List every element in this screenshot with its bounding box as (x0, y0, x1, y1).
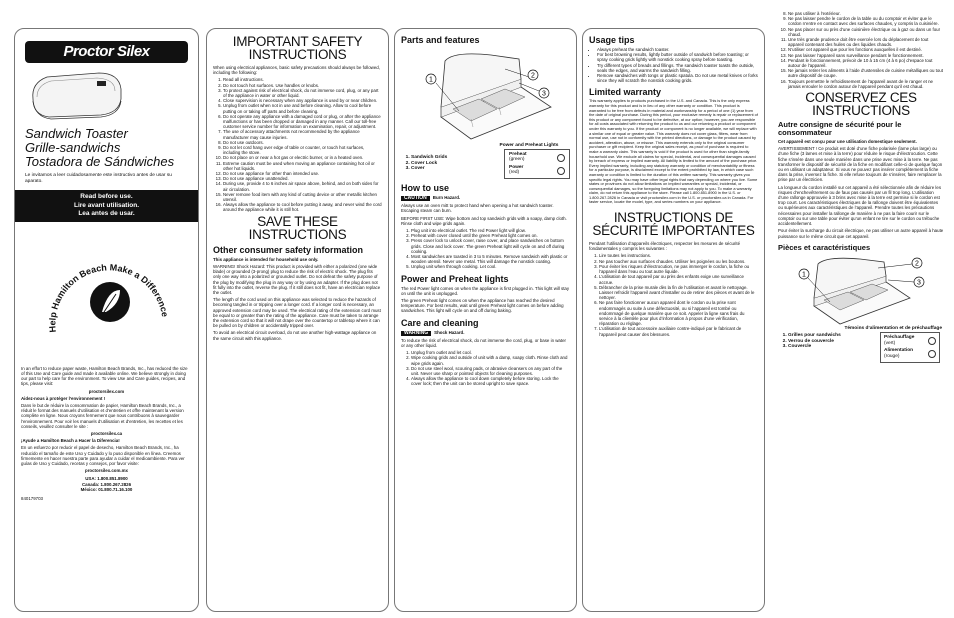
environment-seal (22, 228, 192, 366)
fr-preheat-color: (vert) (884, 340, 896, 346)
cord-note: The length of the cord used on this appliance was selected to reduce the hazards of becoming tangled in or tripping over a longer cord. If a longer cord is necessary, an approved extension cord may be used. The electrical rating of the extension cord must be equal to or greater than the rating of the appliance. Care must be taken to arrange the extension cord so that it will not drape over the countertop or tabletop where it can be pulled on by children or accidentally tripped over. (213, 297, 381, 329)
cover-panel (14, 28, 199, 612)
cleaning-intro: To reduce the risk of electrical shock, do not immerse the cord, plug, or base in water or any other liquid. (401, 337, 566, 349)
parts-diagram (401, 47, 571, 143)
safety-panel (206, 28, 389, 612)
list-item: 11. Une très grande prudence doit être exercée lors du déplacement de tout appareil contenant des huiles ou des liquides chauds. (788, 37, 944, 47)
other-safety-title: Other consumer safety information (213, 244, 364, 255)
title-en: Sandwich Toaster (25, 126, 128, 141)
howto-title: How to use (401, 182, 450, 193)
part-lock: 2. Cover Lock (411, 161, 447, 167)
list-item: 3. To protect against risk of electrical shock, do not immerse cord, plug, or any part of the appliance in water or other liquid. (223, 88, 382, 98)
fr-parts-list (788, 333, 841, 360)
fr-title: Aidez-nous à protéger l’environnement ! (21, 395, 106, 401)
list-item: 4. Always allow the appliance to cool down completely before storing. Lock the cover lock; then the unit can be stored upright to save space. (411, 376, 570, 386)
caution-label: CAUTION (401, 196, 430, 201)
howto-block (401, 195, 570, 270)
env-es: En un esfuerzo por reducir el papel de desecho, Hamilton Beach Brands, Inc., ha reducido el tamaño de este Uso y Cuidado y lo puso disponible en línea. Creemos firmemente en hacer nuestra parte para ayudar a cuidar el medioambiente. Para ver guías de Uso y Cuidado, recetas y consejos, por favor visite: (21, 445, 185, 466)
fr-callout-2: 2 (915, 260, 919, 268)
list-item: 7. L’utilisation de tout accessoire auxiliaire contre-indiqué par le fabricant de l’appareil peut causer des blessures. (599, 326, 758, 336)
list-item: 3. Press cover lock to unlock cover, raise cover, and place sandwiches on bottom grids. Close and lock cover. The green Preheat light will cycle on and off during cooking. (411, 238, 570, 254)
parts-list (411, 155, 447, 177)
list-item: • For best browning results, lightly butter outside of sandwich before toasting; or spray cooking grids lightly with nonstick cooking spray before toasting. (597, 52, 758, 62)
howto-steps (411, 228, 570, 270)
list-item: 4. Most sandwiches are toasted in 3 to 5 minutes. Remove sandwich with plastic or wooden utensil. Never use metal. This will damage the nonstick coating. (411, 254, 570, 264)
fr-preheat-light-icon (928, 337, 936, 345)
fr-overload-note: Pour éviter la surcharge du circuit électrique, ne pas utiliser un autre appareil à haute puissance sur le même circuit que cet appareil. (778, 228, 944, 239)
fr-household-note: Cet appareil est conçu pour une utilisation domestique seulement. (778, 139, 917, 145)
list-item: 16. Always allow the appliance to cool before putting it away, and never wind the cord around the appliance while it is still hot. (223, 202, 382, 212)
fr-safety-intro: Pendant l’utilisation d’appareils électriques, respecter les mesures de sécurité fondamentales y compris les suivantes : (589, 241, 741, 252)
safety-intro: When using electrical appliances, basic safety precautions should always be followed, including the following: (213, 65, 380, 76)
read-en: Read before use. (80, 193, 133, 201)
part-grids: 1. Sandwich Grids (411, 155, 447, 161)
list-item: • Try different types of breads and fillings. The sandwich toaster toasts the outside, seals the edges, and warms the sandwich filling. (597, 63, 758, 73)
seal-text: Help Hamilton Beach Make a Difference (46, 261, 170, 333)
before-first-use: BEFORE FIRST USE: Wipe bottom and top sandwich grids with a soapy, damp cloth. Rinse cloth and wipe grids again. (401, 215, 567, 226)
fr-part-cover: 3. Couvercle (788, 344, 841, 350)
power-label: Power (509, 164, 524, 170)
shock-warning: WARNING! Shock Hazard: This product is provided with either a polarized (one wide blade) or grounded (3-prong) plug to reduce the risk of electric shock. The plug fits only one way into a polarized or grounded outlet. Do not defeat the safety purpose of the plug by modifying the plug in any way or by using an adapter. If the plug does not fit fully into the outlet, reverse the plug. If it still does not fit, have an electrician replace the outlet. (213, 263, 381, 295)
list-item: 7. The use of accessory attachments not recommended by the appliance manufacturer may cause injuries. (223, 129, 382, 139)
list-item: 2. Ne pas toucher aux surfaces chaudes. Utiliser les poignées ou les boutons. (599, 259, 758, 264)
cleaning-steps (411, 350, 570, 386)
save-instructions-title: SAVE THESE INSTRUCTIONS (248, 213, 347, 242)
fr-lights-box (880, 332, 940, 362)
fr-parts-diagram (778, 254, 944, 328)
callout-3: 3 (542, 90, 546, 98)
callout-2: 2 (531, 72, 535, 80)
list-item: 12. Do not use appliance for other than intended use. (223, 171, 382, 176)
product-titles (25, 127, 188, 169)
fr-safety-block (589, 241, 758, 337)
list-item: 2. Preheat with cover closed until the green Preheat light comes on. (411, 233, 570, 238)
fr-lights-title: Témoins d’alimentation et de préchauffage (844, 325, 942, 331)
warning-text: Shock Hazard. (434, 329, 465, 335)
other-safety-block (213, 257, 382, 341)
warranty-text: This warranty applies to products purchased in the U.S. and Canada. This is the only express warranty for this product and is in lieu of any other warranty or condition. This product is warranted to be free from defects in material and workmanship for a period of one (1) year from the date of original purchase. During this period, your exclusive remedy is repair or replacement of this product or any component found to be defective, at our option; however, you are responsible for all costs associated with returning the product to us and our returning a product or component under this warranty to you. If the product or component is no longer available, we will replace with a similar one of equal or greater value. This warranty does not cover glass, filters, wear from normal use, use not in conformity with the printed directions, or damage to the product caused by accident, alteration, abuse, or misuse. This warranty extends only to the original consumer purchaser or gift recipient. Keep the original sales receipt, as proof of purchase is required to make a warranty claim. This warranty is void if the product is used for other than single-family household use. We exclude all claims for special, incidental, and consequential damages caused by breach of express or implied warranty. All liability is limited to the amount of the purchase price. Every implied warranty, including any statutory warranty or condition of merchantability or fitness for a particular purpose, is disclaimed except to the extent prohibited by law, in which case such warranty or condition is limited to the duration of this written warranty. This warranty gives you specific legal rights. You may have other legal rights that vary depending on where you live. Some states or provinces do not allow limitations on implied warranties or special, incidental, or consequential damages, so the foregoing limitations may not apply to you. To make a warranty claim, do not return this appliance to the store. Please call 1.800.851.8900 in the U.S. or 1.800.267.2826 in Canada or visit proctorsilex.com in the U.S. or proctorsilex.ca in Canada. For faster service, locate the model, type, and series numbers on your appliance. (589, 98, 758, 205)
site-ca[interactable]: proctorsilex.ca (90, 430, 123, 436)
list-item: 10. Do not place on or near a hot gas or electric burner, or in a heated oven. (223, 155, 382, 160)
list-item: • Remove sandwiches with tongs or plastic spatula. Do not use metal knives or forks since they will scratch the nonstick cooking grids. (597, 73, 758, 83)
list-item: 15. Never remove food item with any kind of cutting device or other metallic kitchen utensil. (223, 192, 382, 202)
household-note: This appliance is intended for household use only. (213, 256, 319, 262)
overload-note: To avoid an electrical circuit overload, do not use another high-wattage appliance on the same circuit with this appliance. (213, 330, 377, 341)
site-mx[interactable]: proctorsilex.com.mx (85, 468, 128, 474)
list-item: 12. N’utiliser cet appareil que pour les fonctions auxquelles il est destiné. (788, 47, 944, 52)
cleaning-block (401, 330, 570, 387)
list-item: 1. Plug unit into electrical outlet. The red Power light will glow. (411, 228, 570, 233)
safety-title: IMPORTANT SAFETY INSTRUCTIONS (232, 34, 363, 62)
list-item: • Always preheat the sandwich toaster. (597, 47, 758, 52)
power-light-icon (557, 167, 565, 175)
read-fr: Lire avant utilisation. (73, 201, 139, 209)
phone-mexico: México: 01.800.71.16.100 (80, 486, 133, 492)
conservez-title: CONSERVEZ CES INSTRUCTIONS (805, 90, 917, 119)
power-color: (red) (509, 170, 520, 176)
list-item: 9. Do not let cord hang over edge of table or counter, or touch hot surfaces, including the stove. (223, 145, 382, 155)
list-item: 14. During use, provide 4 to 6 inches air space above, behind, and on both sides for air circulation. (223, 181, 382, 191)
fr-panel (772, 6, 950, 612)
title-es: Tostadora de Sándwiches (25, 154, 175, 169)
fr-part-lock: 2. Verrou de couvercle (788, 339, 841, 345)
safety-block (213, 65, 382, 213)
list-item: 2. Wipe cooking grids and outside of unit with a damp, soapy cloth. Rinse cloth and wipe grids again. (411, 355, 570, 365)
list-item: 9. Ne pas laisser pendre le cordon de la table ou du comptoir et éviter que le cordon n’entre en contact avec des surfaces chaudes, y compris la cuisinière. (788, 16, 944, 26)
lights2-block (401, 286, 570, 314)
fr-safety-list (599, 253, 758, 336)
list-item: 5. Débrancher de la prise murale dès la fin de l’utilisation et avant le nettoyage. Laisser refroidir l’appareil avant d’installer ou de retirer des pièces et avant de le nettoyer. (599, 285, 758, 301)
fr-power-light-icon (928, 350, 936, 358)
fr-safety-title: INSTRUCTIONS DE SÉCURITÉ IMPORTANTES (592, 210, 755, 239)
preheat-light-text: The green Preheat light comes on when the appliance has reached the desired temperature. For best results, wait until green Preheat light comes on before adding sandwiches. This light will cycle on and off during baking. (401, 298, 564, 314)
list-item: 5. Unplug from outlet when not in use and before cleaning. Allow to cool before putting on or taking off parts and before cleaning. (223, 103, 382, 113)
howto-intro: Always use an oven mitt to protect hand when opening a hot sandwich toaster. Escaping steam can burn. (401, 203, 554, 214)
fr-shock-warning: AVERTISSEMENT ! Ce produit est doté d’une fiche polarisée (lame plus large) ou d’une fiche (3 lames et mise à la terre) pour réduire le risque d’électrocution. Cette fiche s’insère dans une seule manière dans une prise avec mise à la terre. Ne pas transformer le dispositif de sécurité de la fiche en modifiant celle-ci de quelque façon ou en utilisant un adaptateur. Si vous ne pouvez pas insérer complètement la fiche dans la prise, inversez la fiche. Si elle refuse toujours de s’insérer, faire remplacer la prise par un électricien. (778, 146, 943, 183)
lights2-title: Power and Preheat lights (401, 273, 509, 284)
list-item: 11. Extreme caution must be used when moving an appliance containing hot oil or other hot liquids. (223, 161, 382, 171)
svg-text:Help Hamilton Beach Make a Dif (22, 228, 170, 333)
env-block (21, 366, 192, 501)
fr-callout-1: 1 (802, 271, 806, 279)
fr-other-block (778, 139, 944, 239)
list-item: 3. Do not use steel wool, scouring pads, or abrasive cleansers on any part of the unit. Never use sharp or pointed objects for cleaning purposes. (411, 366, 570, 376)
phone-canada: Canada: 1.800.267.2826 (81, 481, 132, 487)
list-item: 6. Ne pas faire fonctionner aucun appareil dont le cordon ou la prise sont endommagés ou suite à une défectuosité, ou si l’appareil est tombé ou endommagé de quelque manière que ce soit. Appeler la ligne sans frais du service à la clientèle pour plus d’information à propos d’une vérification, réparation ou réglage. (599, 300, 758, 326)
tips-list (597, 47, 758, 83)
sandwich-toaster-illustration (27, 69, 127, 121)
lights-box (504, 149, 570, 179)
preheat-label: Preheat (509, 151, 527, 157)
warranty-title: Limited warranty (589, 87, 662, 98)
title-fr: Grille-sandwichs (25, 140, 121, 155)
tips-title: Usage tips (589, 35, 635, 45)
list-item: 3. Pour éviter les risques d’électrocution, ne pas immerger le cordon, la fiche ou l’appareil dans l’eau ou tout autre liquide. (599, 264, 758, 274)
env-en: In an effort to reduce paper waste, Hamilton Beach Brands, Inc., has reduced the size of this Use and Care guide and made it available online. We believe strongly in doing our part to help care for the environment. To view Use and Care guides, recipes, and tips, please visit: (21, 365, 188, 387)
brand-logo: Proctor Silex (25, 41, 188, 63)
fr-part-grids: 1. Grilles pour sandwichs (788, 333, 841, 339)
power-light-text: The red Power light comes on when the appliance is first plugged in. This light will stay on until the unit is unplugged. (401, 285, 570, 296)
read-before-box (15, 190, 198, 222)
phone-list (21, 476, 192, 492)
list-item: 1. Lire toutes les instructions. (599, 253, 758, 258)
fr-parts-title: Pièces et caractéristiques (778, 242, 871, 252)
part-code: 840179703 (21, 495, 43, 501)
safety-list (223, 77, 382, 212)
usage-panel (394, 28, 577, 612)
env-fr: Dans le but de réduire la consommation de papier, Hamilton Beach Brands, Inc., a réduit le format des manuels d’utilisation et d’entretien et offre maintenant la version complète en ligne. Nous croyons fermement que nous contribuons à sauvegarder l’environnement. Pour voir les manuels d’utilisation et d’entretien, les recettes et les conseils, veuillez consulter le site : (21, 402, 184, 429)
list-item: 6. Do not operate any appliance with a damaged cord or plug, or after the appliance malfunctions or has been dropped or damaged in any manner. Call our toll-free customer service number for information on examination, repair, or adjustment. (223, 114, 382, 130)
list-item: 8. Ne pas utiliser à l’extérieur. (788, 11, 944, 16)
parts-legend (401, 143, 570, 179)
callout-1: 1 (429, 76, 433, 84)
list-item: 15. Ne jamais retirer les aliments à l’aide d’ustensiles de cuisine métalliques ou tout autre dispositif de coupe. (788, 68, 944, 78)
warning-label: WARNING (401, 331, 431, 336)
list-item: 1. Read all instructions. (223, 77, 382, 82)
fr-parts-legend (778, 332, 944, 362)
part-cover: 3. Cover (411, 166, 447, 172)
fr-other-title: Autre consigne de sécurité pour le consommateur (778, 120, 902, 138)
list-item: 4. Close supervision is necessary when any appliance is used by or near children. (223, 98, 382, 103)
list-item: 10. Ne pas placer sur ou près d’une cuisinière électrique ou à gaz ou dans un four chaud. (788, 27, 944, 37)
fr-preheat-label: Préchauffage (884, 335, 915, 341)
lights-legend (488, 143, 570, 179)
list-item: 13. Ne pas laisser l’appareil sans surveillance pendant le fonctionnement. (788, 53, 944, 58)
list-item: 2. Do not touch hot surfaces. Use handles or knobs. (223, 83, 382, 88)
fr-safety-list-cont (788, 11, 944, 89)
list-item: 14. Pendant le fonctionnement, prévoir de 10 à 15 cm (4 à 6 po) d’espace tout autour de l’appareil. (788, 58, 944, 68)
list-item: 1. Unplug from outlet and let cool. (411, 350, 570, 355)
list-item: 16. Toujours permettre le refroidissement de l’appareil avant de le ranger et ne jamais enrouler le cordon autour de l’appareil pendant qu’il est chaud. (788, 79, 944, 89)
list-item: 5. Unplug unit when through cooking. Let cool. (411, 264, 570, 269)
read-es: Lea antes de usar. (78, 210, 135, 218)
tips-panel (582, 28, 765, 612)
lights-title: Power and Preheat Lights (499, 143, 559, 148)
caution-text: Burn Hazard. (432, 194, 461, 200)
site-us[interactable]: proctorsilex.com (88, 388, 125, 394)
es-title: ¡Ayude a Hamilton Beach a Hacer la Diferencia! (21, 438, 120, 444)
preheat-light-icon (557, 154, 565, 162)
list-item: 8. Do not use outdoors. (223, 140, 382, 145)
preheat-color: (green) (509, 157, 525, 163)
fr-power-label: Alimentation (884, 348, 914, 354)
intro-text: Le invitamos a leer cuidadosamente este instructivo antes de usar su aparato. (25, 173, 172, 184)
phone-usa: USA: 1.800.851.8900 (85, 476, 128, 482)
fr-callout-3: 3 (917, 279, 921, 287)
list-item: 4. L’utilisation de tout appareil par ou près des enfants exige une surveillance accrue. (599, 274, 758, 284)
parts-title: Parts and features (401, 35, 480, 45)
fr-power-color: (rouge) (884, 354, 900, 360)
list-item: 13. Do not use appliance unattended. (223, 176, 382, 181)
cleaning-title: Care and cleaning (401, 317, 479, 328)
fr-cord-note: La longueur du cordon installé sur cet appareil a été sélectionnée afin de réduire les risques d’enchevêtrement ou de faux pas causés par un fil trop long. L’utilisation d’une rallonge approuvée à 3 brins avec mise à la terre est permise si le cordon est trop court. Les caractéristiques électriques de la rallonge doivent être équivalentes ou supérieures aux caractéristiques de l’appareil. Prendre toutes les précautions nécessaires pour installer la rallonge de manière à ne pas la faire courir sur le comptoir ou sur une table pour éviter qu’un enfant ne tire sur le cordon ou trébuche accidentellement. (778, 184, 942, 227)
